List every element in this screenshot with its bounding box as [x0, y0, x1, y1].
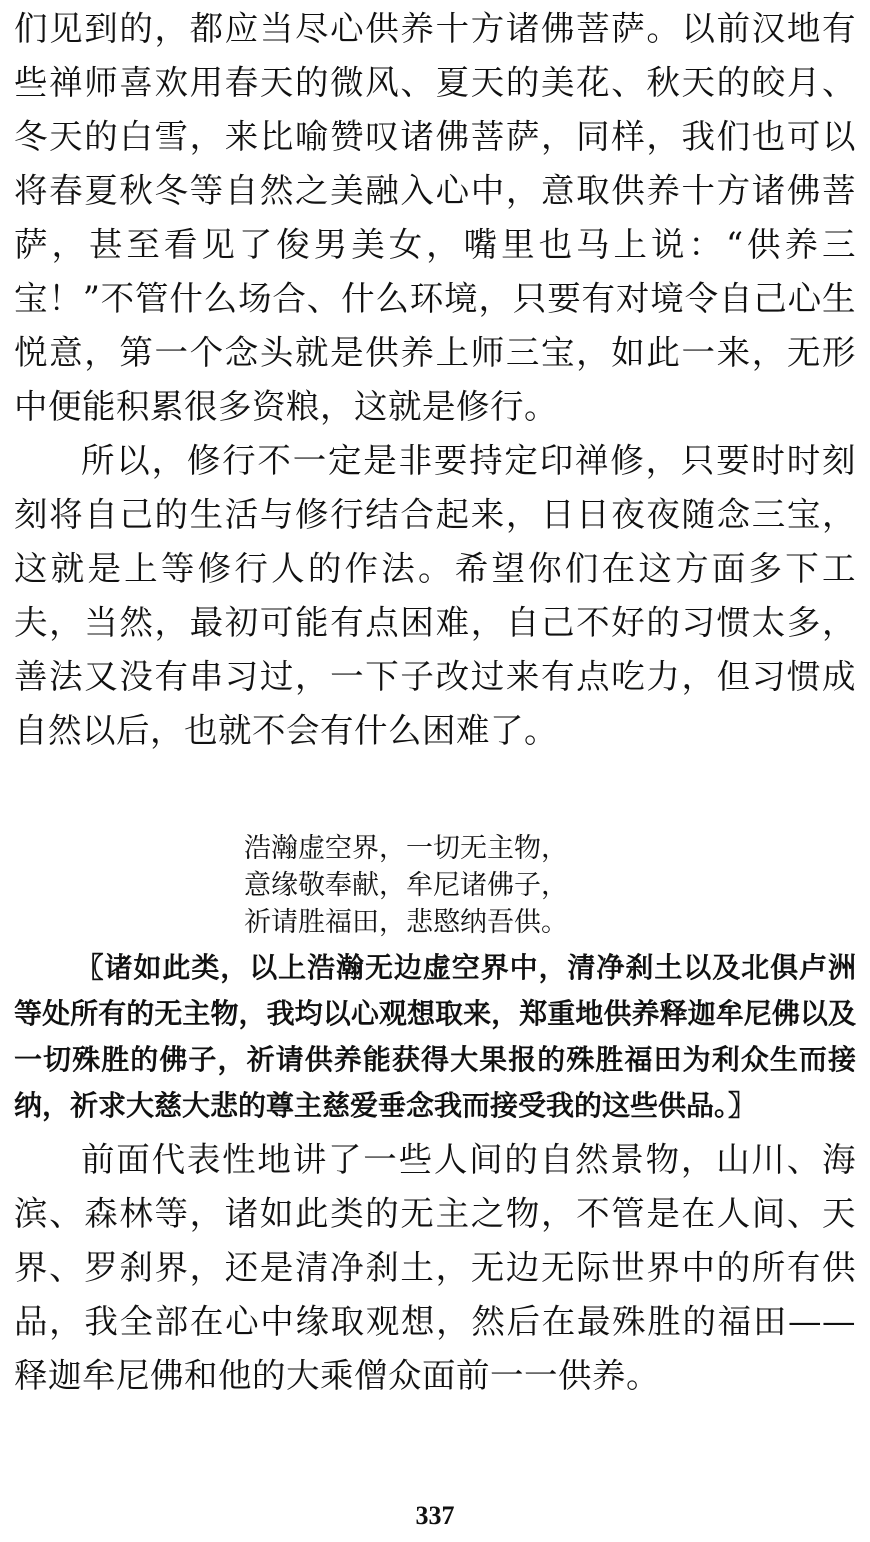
commentary-block — [14, 945, 856, 1129]
body-paragraph-continued: 们见到的，都应当尽心供养十方诸佛菩萨。以前汉地有些禅师喜欢用春天的微风、夏天的美花、秋天的皎月、冬天的白雪，来比喻赞叹诸佛菩萨，同样，我们也可以将春夏秋冬等自然之美融入心中，意取供养十方诸佛菩萨，甚至看见了俊男美女，嘴里也马上说：“供养三宝！”不管什么场合、什么环境，只要有对境令自己心生悦意，第一个念头就是供养上师三宝，如此一来，无形中便能积累很多资粮，这就是修行。 — [14, 9, 856, 426]
book-page — [14, 0, 856, 1403]
verse-line: 意缘敬奉献，牟尼诸佛子， — [244, 870, 568, 901]
verse-block — [244, 830, 856, 941]
verse-line: 浩瀚虚空界，一切无主物， — [244, 833, 568, 864]
page-number: 337 — [415, 1501, 455, 1530]
body-paragraph: 前面代表性地讲了一些人间的自然景物，山川、海滨、森林等，诸如此类的无主之物，不管是在人间、天界、罗刹界，还是清净刹土，无边无际世界中的所有供品，我全部在心中缘取观想，然后在最殊胜的福田——释迦牟尼佛和他的大乘僧众面前一一供养。 — [14, 1140, 856, 1395]
body-paragraph: 所以，修行不一定是非要持定印禅修，只要时时刻刻将自己的生活与修行结合起来，日日夜夜随念三宝，这就是上等修行人的作法。希望你们在这方面多下工夫，当然，最初可能有点困难，自己不好的习惯太多，善法又没有串习过，一下子改过来有点吃力，但习惯成自然以后，也就不会有什么困难了。 — [14, 441, 856, 750]
commentary-text: 〖诸如此类，以上浩瀚无边虚空界中，清净刹土以及北俱卢洲等处所有的无主物，我均以心观想取来，郑重地供养释迦牟尼佛以及一切殊胜的佛子，祈请供养能获得大果报的殊胜福田为利众生而接纳，祈求大慈大悲的尊主慈爱垂念我而接受我的这些供品。〗 — [14, 951, 856, 1122]
verse-line: 祈请胜福田，悲愍纳吾供。 — [244, 907, 568, 938]
